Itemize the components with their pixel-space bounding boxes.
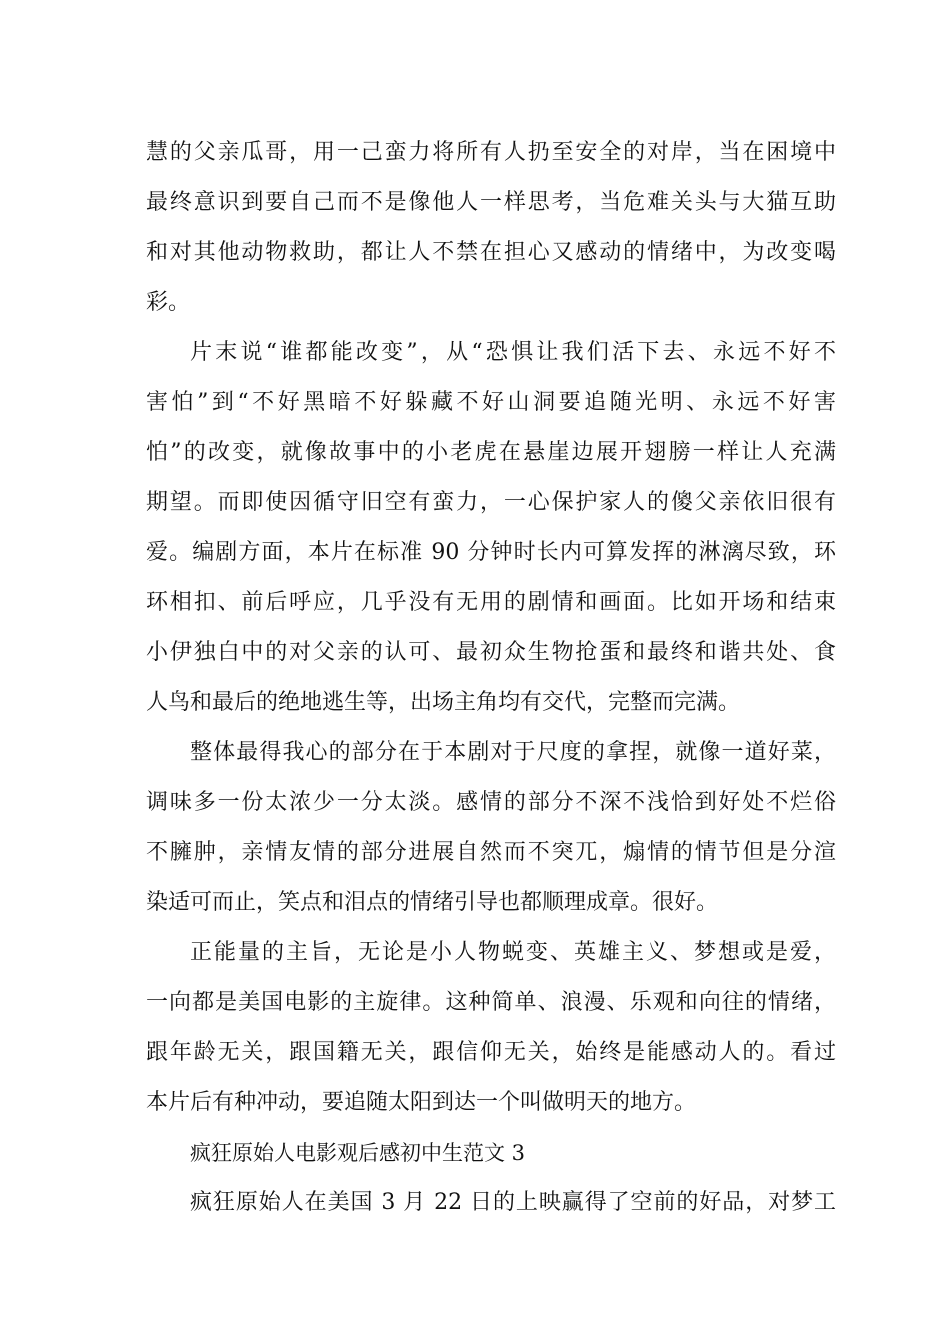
text-line: 最终意识到要自己而不是像他人一样思考，当危难关头与大猫互助 — [146, 190, 836, 215]
text-line: 调味多一份太浓少一分太淡。感情的部分不深不浅恰到好处不烂俗 — [146, 790, 836, 815]
paragraph-1 — [146, 128, 836, 328]
text-line: 染适可而止，笑点和泪点的情绪引导也都顺理成章。很好。 — [146, 890, 719, 915]
text-line: 彩。 — [146, 290, 191, 315]
text-line: 期望。而即使因循守旧空有蛮力，一心保护家人的傻父亲依旧很有 — [146, 490, 836, 515]
paragraph-5 — [146, 1178, 836, 1228]
text-line: 不臃肿，亲情友情的部分进展自然而不突兀，煽情的情节但是分渲 — [146, 840, 836, 865]
text-line: 爱。编剧方面，本片在标准 90 分钟时长内可算发挥的淋漓尽致，环 — [146, 540, 836, 565]
text-line: 和对其他动物救助，都让人不禁在担心又感动的情绪中，为改变喝 — [146, 240, 836, 265]
paragraph-4 — [146, 928, 836, 1128]
text-line: 跟年龄无关，跟国籍无关，跟信仰无关，始终是能感动人的。看过 — [146, 1040, 836, 1065]
text-line: 小伊独白中的对父亲的认可、最初众生物抢蛋和最终和谐共处、食 — [146, 640, 836, 665]
text-line: 整体最得我心的部分在于本剧对于尺度的拿捏，就像一道好菜， — [190, 740, 836, 765]
text-line: 本片后有种冲动，要追随太阳到达一个叫做明天的地方。 — [146, 1090, 697, 1115]
text-line: 片末说“谁都能改变”，从“恐惧让我们活下去、永远不好不 — [190, 340, 836, 365]
text-line: 慧的父亲瓜哥，用一己蛮力将所有人扔至安全的对岸，当在困境中 — [146, 140, 836, 165]
text-line: 正能量的主旨，无论是小人物蜕变、英雄主义、梦想或是爱， — [190, 940, 836, 965]
text-line: 怕”的改变，就像故事中的小老虎在悬崖边展开翅膀一样让人充满 — [146, 440, 836, 465]
text-line: 疯狂原始人在美国 3 月 22 日的上映赢得了空前的好品，对梦工 — [190, 1190, 836, 1215]
text-line: 害怕”到“不好黑暗不好躲藏不好山洞要追随光明、永远不好害 — [146, 390, 836, 415]
text-line: 人鸟和最后的绝地逃生等，出场主角均有交代，完整而完满。 — [146, 690, 741, 715]
section-heading: 疯狂原始人电影观后感初中生范文 3 — [190, 1141, 526, 1165]
document-page — [146, 128, 836, 1228]
text-line: 一向都是美国电影的主旋律。这种简单、浪漫、乐观和向往的情绪， — [146, 990, 836, 1015]
paragraph-3 — [146, 728, 836, 928]
paragraph-2 — [146, 328, 836, 728]
text-line: 环相扣、前后呼应，几乎没有无用的剧情和画面。比如开场和结束 — [146, 590, 836, 615]
